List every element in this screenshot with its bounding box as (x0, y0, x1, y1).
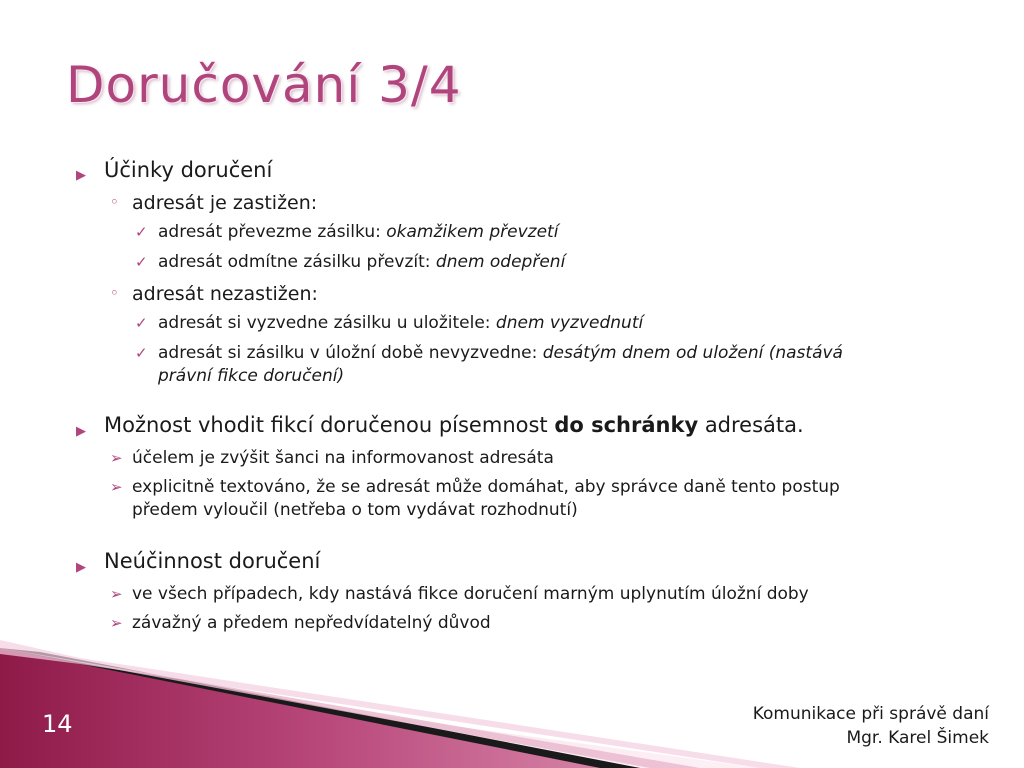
list-item-continuation: předem vyloučil (netřeba o tom vydávat rozhodnutí) (132, 500, 578, 520)
arrowhead-icon: ➢ (110, 585, 123, 603)
list-item-continuation: právní fikce doručení) (158, 366, 345, 386)
heading-text: adresáta. (698, 413, 804, 437)
triangle-right-icon: ▶ (76, 424, 86, 439)
footer-author: Mgr. Karel Šimek (846, 728, 989, 748)
triangle-right-icon: ▶ (76, 168, 86, 183)
footer-credits (753, 702, 989, 750)
list-item: účelem je zvýšit šanci na informovanost adresáta (132, 448, 554, 468)
checkmark-icon: ✓ (135, 344, 148, 362)
item-text-italic: dnem odepření (435, 252, 566, 272)
item-text-italic: dnem vyzvednutí (495, 313, 644, 333)
list-item: ve všech případech, kdy nastává fikce doručení marným uplynutím úložní doby (132, 584, 809, 604)
list-item (158, 343, 843, 363)
list-item: adresát je zastižen: (132, 192, 318, 214)
item-text: adresát si zásilku v úložní době nevyzvedne: (158, 343, 543, 363)
section-heading-ucinky: Účinky doručení (104, 158, 273, 182)
section-heading-moznost (104, 413, 804, 437)
list-item: explicitně textováno, že se adresát může domáhat, aby správce daně tento postup (132, 477, 840, 497)
item-text-italic: desátým dnem od uložení (nastává (542, 343, 843, 363)
heading-text-bold: do schránky (554, 413, 699, 437)
list-item (158, 222, 558, 242)
list-item: adresát nezastižen: (132, 283, 318, 305)
triangle-right-icon: ▶ (76, 560, 86, 575)
arrowhead-icon: ➢ (110, 614, 123, 632)
footer-course: Komunikace při správě daní (752, 704, 989, 724)
section-heading-neucinnost: Neúčinnost doručení (104, 549, 321, 573)
ring-icon: ◦ (110, 193, 119, 211)
checkmark-icon: ✓ (135, 223, 148, 241)
page-number: 14 (42, 710, 73, 738)
list-item (158, 313, 643, 333)
ring-icon: ◦ (110, 284, 119, 302)
item-text-italic: okamžikem převzetí (386, 222, 559, 242)
item-text: adresát převezme zásilku: (158, 222, 387, 242)
arrowhead-icon: ➢ (110, 478, 123, 496)
item-text: adresát si vyzvedne zásilku u uložitele: (158, 313, 496, 333)
checkmark-icon: ✓ (135, 314, 148, 332)
heading-text: Možnost vhodit fikcí doručenou písemnost (104, 413, 555, 437)
slide-title: Doručování 3/4 (66, 56, 462, 114)
list-item: závažný a předem nepředvídatelný důvod (132, 613, 491, 633)
checkmark-icon: ✓ (135, 253, 148, 271)
list-item (158, 252, 565, 272)
arrowhead-icon: ➢ (110, 449, 123, 467)
item-text: adresát odmítne zásilku převzít: (158, 252, 436, 272)
